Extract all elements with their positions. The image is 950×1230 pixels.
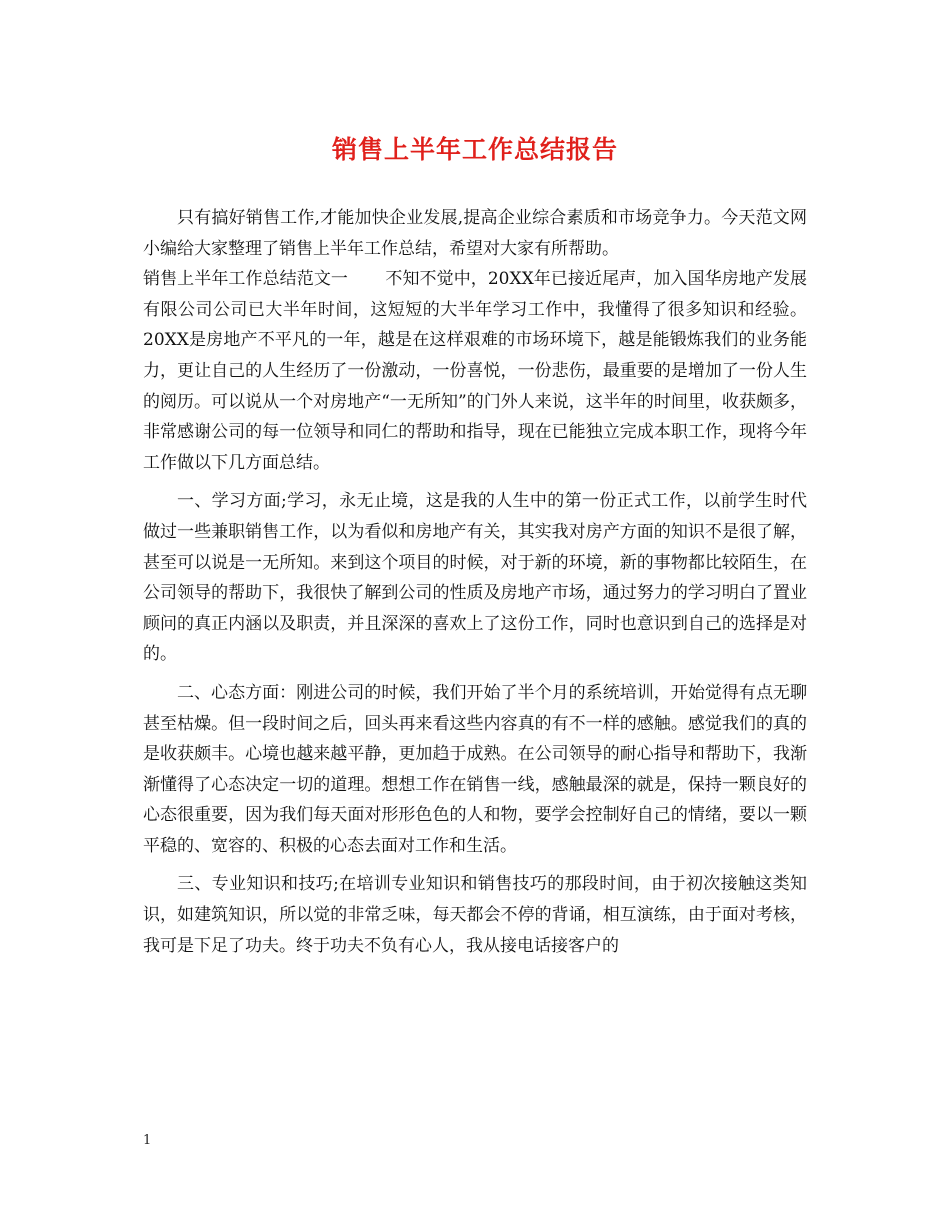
mindset-paragraph: 二、心态方面：刚进公司的时候，我们开始了半个月的系统培训，开始觉得有点无聊甚至枯燥。但一段时间之后，回头再来看这些内容真的有不一样的感触。感觉我们的真的是收获颇丰。心境也越来越平静，更加趋于成熟。在公司领导的耐心指导和帮助下，我渐渐懂得了心态决定一切的道理。想想工作在销售一线，感触最深的就是，保持一颗良好的心态很重要，因为我们每天面对形形色色的人和物，要学会控制好自己的情绪，要以一颗平稳的、宽容的、积极的心态去面对工作和生活。	[143, 682, 807, 856]
section-heading: 销售上半年工作总结范文一	[143, 269, 348, 290]
document-title: 销售上半年工作总结报告	[331, 135, 618, 164]
page-number: 1	[143, 1133, 152, 1148]
section-one-paragraph	[143, 264, 807, 478]
section-intro-text: 不知不觉中，20XX年已接近尾声，加入国华房地产发展有限公司公司已大半年时间，这短短的大半年学习工作中，我懂得了很多知识和经验。20XX是房地产不平凡的一年，越是在这样艰难的市场环境下，越是能锻炼我们的业务能力，更让自己的人生经历了一份激动，一份喜悦，一份悲伤，最重要的是增加了一份人生的阅历。可以说从一个对房地产“一无所知”的门外人来说，这半年的时间里，收获颇多，非常感谢公司的每一位领导和同仁的帮助和指导，现在已能独立完成本职工作，现将今年工作做以下几方面总结。	[143, 269, 808, 473]
study-paragraph: 一、学习方面;学习，永无止境，这是我的人生中的第一份正式工作，以前学生时代做过一些兼职销售工作，以为看似和房地产有关，其实我对房产方面的知识不是很了解，甚至可以说是一无所知。来到这个项目的时候，对于新的环境，新的事物都比较陌生，在公司领导的帮助下，我很快了解到公司的性质及房地产市场，通过努力的学习明白了置业顾问的真正内涵以及职责，并且深深的喜欢上了这份工作，同时也意识到自己的选择是对的。	[143, 491, 807, 665]
intro-paragraph: 只有搞好销售工作,才能加快企业发展,提高企业综合素质和市场竞争力。今天范文网小编给大家整理了销售上半年工作总结，希望对大家有所帮助。	[143, 208, 807, 259]
skills-paragraph: 三、专业知识和技巧;在培训专业知识和销售技巧的那段时间，由于初次接触这类知识，如建筑知识，所以觉的非常乏味，每天都会不停的背诵，相互演练，由于面对考核，我可是下足了功夫。终于功夫不负有心人，我从接电话接客户的	[143, 874, 807, 956]
document-body	[143, 203, 807, 961]
